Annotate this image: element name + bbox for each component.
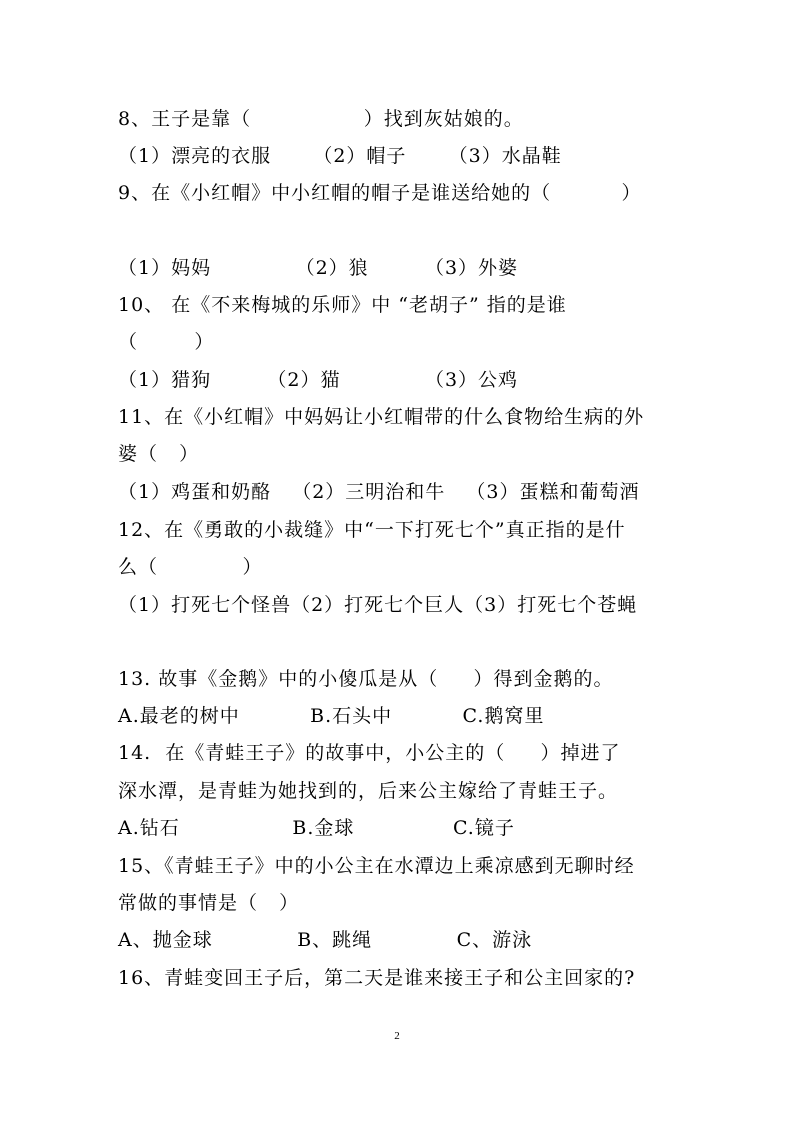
- question-12-cont: 么（ ）: [118, 556, 263, 578]
- question-14-cont: 深水潭，是青蛙为她找到的，后来公主嫁给了青蛙王子。: [118, 780, 619, 802]
- question-8-options: （1）漂亮的衣服 （2）帽子 （3）水晶鞋: [118, 145, 562, 167]
- question-10: 10、 在《不来梅城的乐师》中 “老胡子” 指的是谁: [118, 294, 567, 316]
- question-15-options: A、抛金球 B、跳绳 C、游泳: [118, 929, 533, 951]
- question-11: 11、在《小红帽》中妈妈让小红帽带的什么食物给生病的外: [118, 406, 645, 428]
- question-16: 16、青蛙变回王子后，第二天是谁来接王子和公主回家的?: [118, 967, 636, 989]
- question-11-cont: 婆（ ）: [118, 443, 200, 465]
- question-12: 12、在《勇敢的小裁缝》中“一下打死七个”真正指的是什: [118, 519, 626, 541]
- question-13-options: A.最老的树中 B.石头中 C.鹅窝里: [118, 705, 545, 727]
- question-10-blank: （ ）: [118, 331, 215, 353]
- question-14-options: A.钻石 B.金球 C.镜子: [118, 817, 515, 839]
- question-9-options: （1）妈妈 （2）狼 （3）外婆: [118, 257, 519, 279]
- question-14: 14. 在《青蛙王子》的故事中，小公主的（ ）掉进了: [118, 742, 621, 764]
- question-12-options: （1）打死七个怪兽（2）打死七个巨人（3）打死七个苍蝇: [118, 594, 638, 616]
- question-13: 13. 故事《金鹅》中的小傻瓜是从（ ）得到金鹅的。: [118, 668, 614, 690]
- question-10-options: （1）猎狗 （2）猫 （3）公鸡: [118, 369, 519, 391]
- page-number: 2: [394, 1030, 400, 1042]
- question-15: 15、《青蛙王子》中的小公主在水潭边上乘凉感到无聊时经: [118, 855, 635, 877]
- question-11-options: （1）鸡蛋和奶酪 （2）三明治和牛 （3）蛋糕和葡萄酒: [118, 481, 640, 503]
- question-15-cont: 常做的事情是（ ）: [118, 892, 300, 914]
- question-8: 8、王子是靠（ ）找到灰姑娘的。: [118, 108, 524, 130]
- question-9: 9、在《小红帽》中小红帽的帽子是谁送给她的（ ）: [118, 182, 642, 204]
